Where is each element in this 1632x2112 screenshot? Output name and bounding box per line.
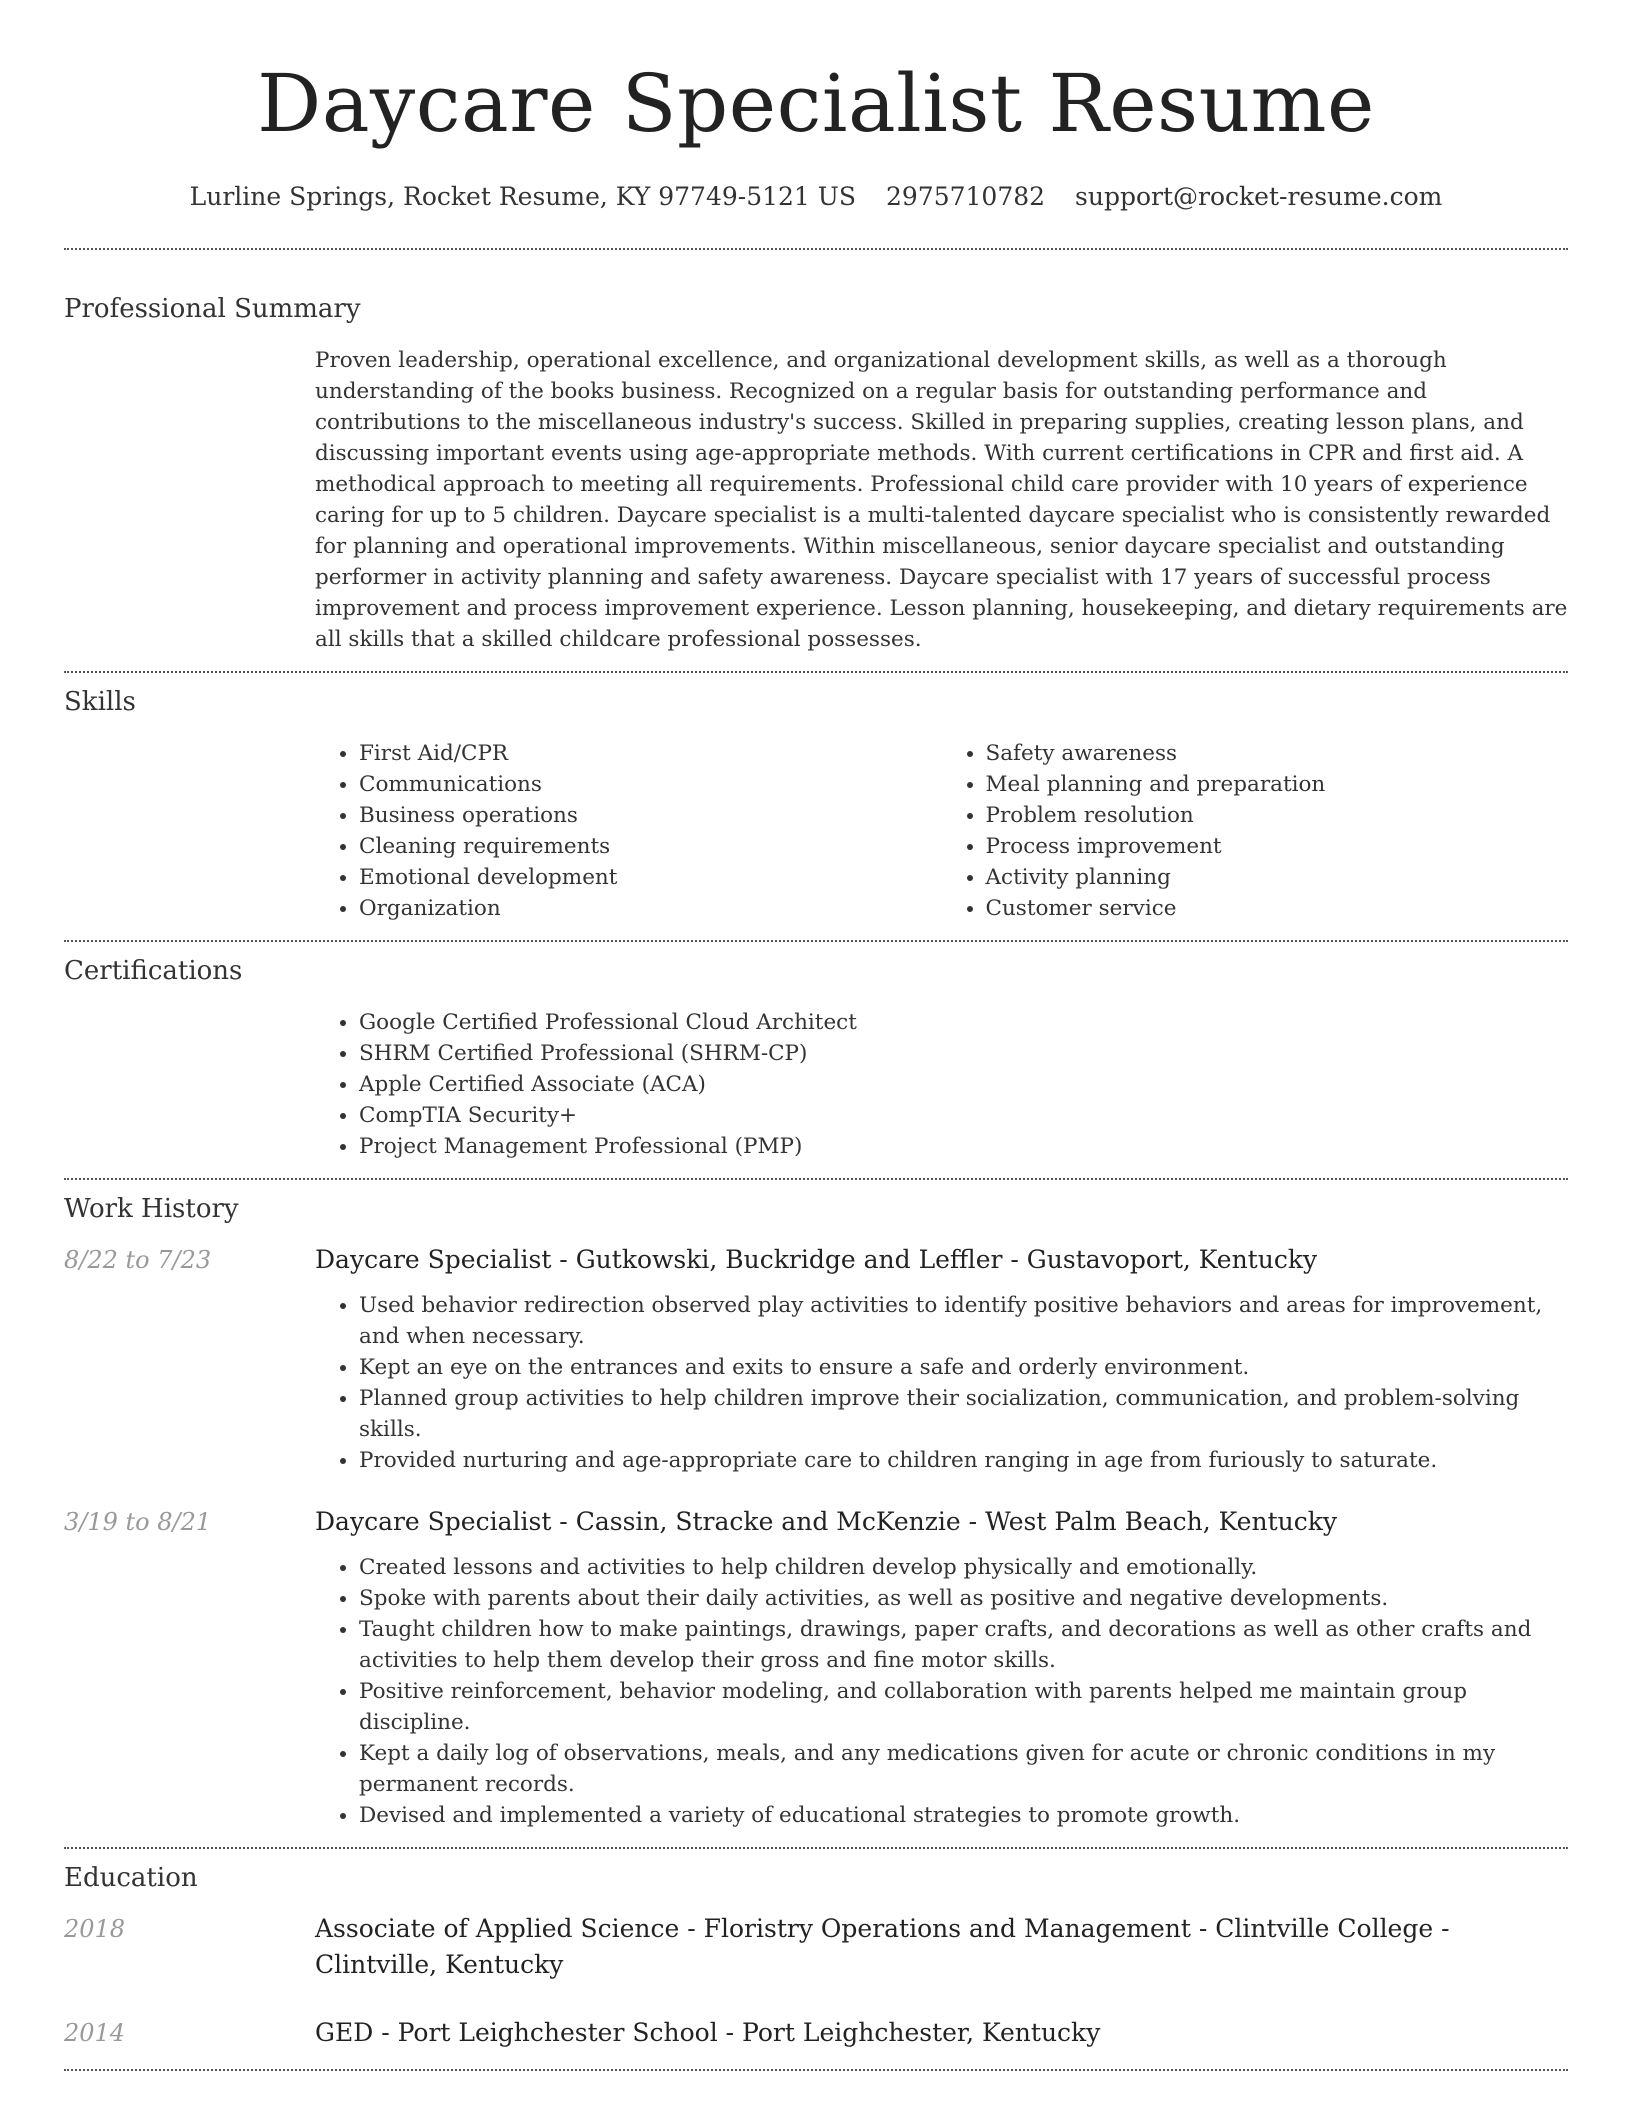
certifications-section bbox=[64, 942, 1568, 1178]
job-duty: • Positive reinforcement, behavior modeling, and collaboration with parents helped me maintain group discipline. bbox=[359, 1676, 1568, 1738]
job-duty: • Created lessons and activities to help children develop physically and emotionally. bbox=[359, 1552, 1568, 1583]
skill-item: • Communications bbox=[359, 769, 942, 800]
education-entry bbox=[64, 2015, 1568, 2051]
summary-text: Proven leadership, operational excellence, and organizational development skills, as well as a thorough understanding of the books business. Recognized on a regular basis for outstanding performance and contributions to the miscellaneous industry's success. Skilled in preparing supplies, creating lesson plans, and discussing important events using age-appropriate methods. With current certifications in CPR and first aid. A methodical approach to meeting all requirements. Professional child care provider with 10 years of experience caring for up to 5 children. Daycare specialist is a multi-talented daycare specialist who is consistently rewarded for planning and operational improvements. Within miscellaneous, senior daycare specialist and outstanding performer in activity planning and safety awareness. Daycare specialist with 17 years of successful process improvement and process improvement experience. Lesson planning, housekeeping, and dietary requirements are all skills that a skilled childcare professional possesses. bbox=[315, 348, 1568, 652]
section-title-skills: Skills bbox=[64, 687, 136, 717]
education-section bbox=[64, 1849, 1568, 2069]
skill-item: • First Aid/CPR bbox=[359, 738, 942, 769]
certification-item: • SHRM Certified Professional (SHRM-CP) bbox=[359, 1038, 1568, 1069]
resume-page bbox=[64, 0, 1568, 2071]
job-dates: 8/22 to 7/23 bbox=[64, 1246, 212, 1274]
education-entry bbox=[64, 1911, 1568, 1983]
job-entry bbox=[64, 1242, 1568, 1476]
certification-item: • Project Management Professional (PMP) bbox=[359, 1131, 1568, 1162]
job-duty: • Kept an eye on the entrances and exits to ensure a safe and orderly environment. bbox=[359, 1352, 1568, 1383]
certification-item: • Apple Certified Associate (ACA) bbox=[359, 1069, 1568, 1100]
certifications-list bbox=[315, 1007, 1568, 1162]
job-duty: • Provided nurturing and age-appropriate care to children ranging in age from furiously to saturate. bbox=[359, 1445, 1568, 1476]
job-duty: • Planned group activities to help children improve their socialization, communication, and problem-solving skills. bbox=[359, 1383, 1568, 1445]
skill-item: • Safety awareness bbox=[986, 738, 1569, 769]
skills-section bbox=[64, 673, 1568, 940]
job-title: Daycare Specialist - Cassin, Stracke and McKenzie - West Palm Beach, Kentucky bbox=[315, 1507, 1337, 1536]
contact-address: Lurline Springs, Rocket Resume, KY 97749-5121 US bbox=[189, 182, 856, 211]
education-year: 2018 bbox=[64, 1915, 126, 1943]
education-year: 2014 bbox=[64, 2019, 126, 2047]
certification-item: • CompTIA Security+ bbox=[359, 1100, 1568, 1131]
work-history-section bbox=[64, 1180, 1568, 1847]
skill-item: • Process improvement bbox=[986, 831, 1569, 862]
skill-item: • Organization bbox=[359, 893, 942, 924]
job-duty: • Kept a daily log of observations, meals, and any medications given for acute or chronic conditions in my permanent records. bbox=[359, 1738, 1568, 1800]
skill-item: • Activity planning bbox=[986, 862, 1569, 893]
skill-item: • Cleaning requirements bbox=[359, 831, 942, 862]
job-duties bbox=[315, 1290, 1568, 1476]
summary-section bbox=[64, 250, 1568, 671]
divider bbox=[64, 2069, 1568, 2071]
job-duties bbox=[315, 1552, 1568, 1831]
contact-line bbox=[64, 180, 1568, 214]
skill-item: • Business operations bbox=[359, 800, 942, 831]
skill-item: • Meal planning and preparation bbox=[986, 769, 1569, 800]
job-dates: 3/19 to 8/21 bbox=[64, 1508, 212, 1536]
education-text: Associate of Applied Science - Floristry Operations and Management - Clintville College - Clintville, Kentucky bbox=[315, 1914, 1450, 1979]
skill-item: • Emotional development bbox=[359, 862, 942, 893]
skill-item: • Customer service bbox=[986, 893, 1569, 924]
contact-email: support@rocket-resume.com bbox=[1075, 182, 1443, 211]
job-duty: • Used behavior redirection observed play activities to identify positive behaviors and areas for improvement, and when necessary. bbox=[359, 1290, 1568, 1352]
resume-title: Daycare Specialist Resume bbox=[257, 57, 1375, 150]
job-entry bbox=[64, 1504, 1568, 1831]
certification-item: • Google Certified Professional Cloud Architect bbox=[359, 1007, 1568, 1038]
contact-phone: 2975710782 bbox=[885, 182, 1046, 211]
skills-list-right bbox=[942, 738, 1569, 924]
section-title-summary: Professional Summary bbox=[64, 294, 361, 324]
job-duty: • Taught children how to make paintings, drawings, paper crafts, and decorations as well as other crafts and activities to help them develop their gross and fine motor skills. bbox=[359, 1614, 1568, 1676]
education-text: GED - Port Leighchester School - Port Leighchester, Kentucky bbox=[315, 2018, 1101, 2047]
section-title-work-history: Work History bbox=[64, 1194, 239, 1224]
skill-item: • Problem resolution bbox=[986, 800, 1569, 831]
section-title-certifications: Certifications bbox=[64, 956, 243, 986]
job-title: Daycare Specialist - Gutkowski, Buckridge and Leffler - Gustavoport, Kentucky bbox=[315, 1245, 1318, 1274]
section-title-education: Education bbox=[64, 1863, 198, 1893]
skills-list-left bbox=[315, 738, 942, 924]
job-duty: • Spoke with parents about their daily activities, as well as positive and negative developments. bbox=[359, 1583, 1568, 1614]
job-duty: • Devised and implemented a variety of educational strategies to promote growth. bbox=[359, 1800, 1568, 1831]
